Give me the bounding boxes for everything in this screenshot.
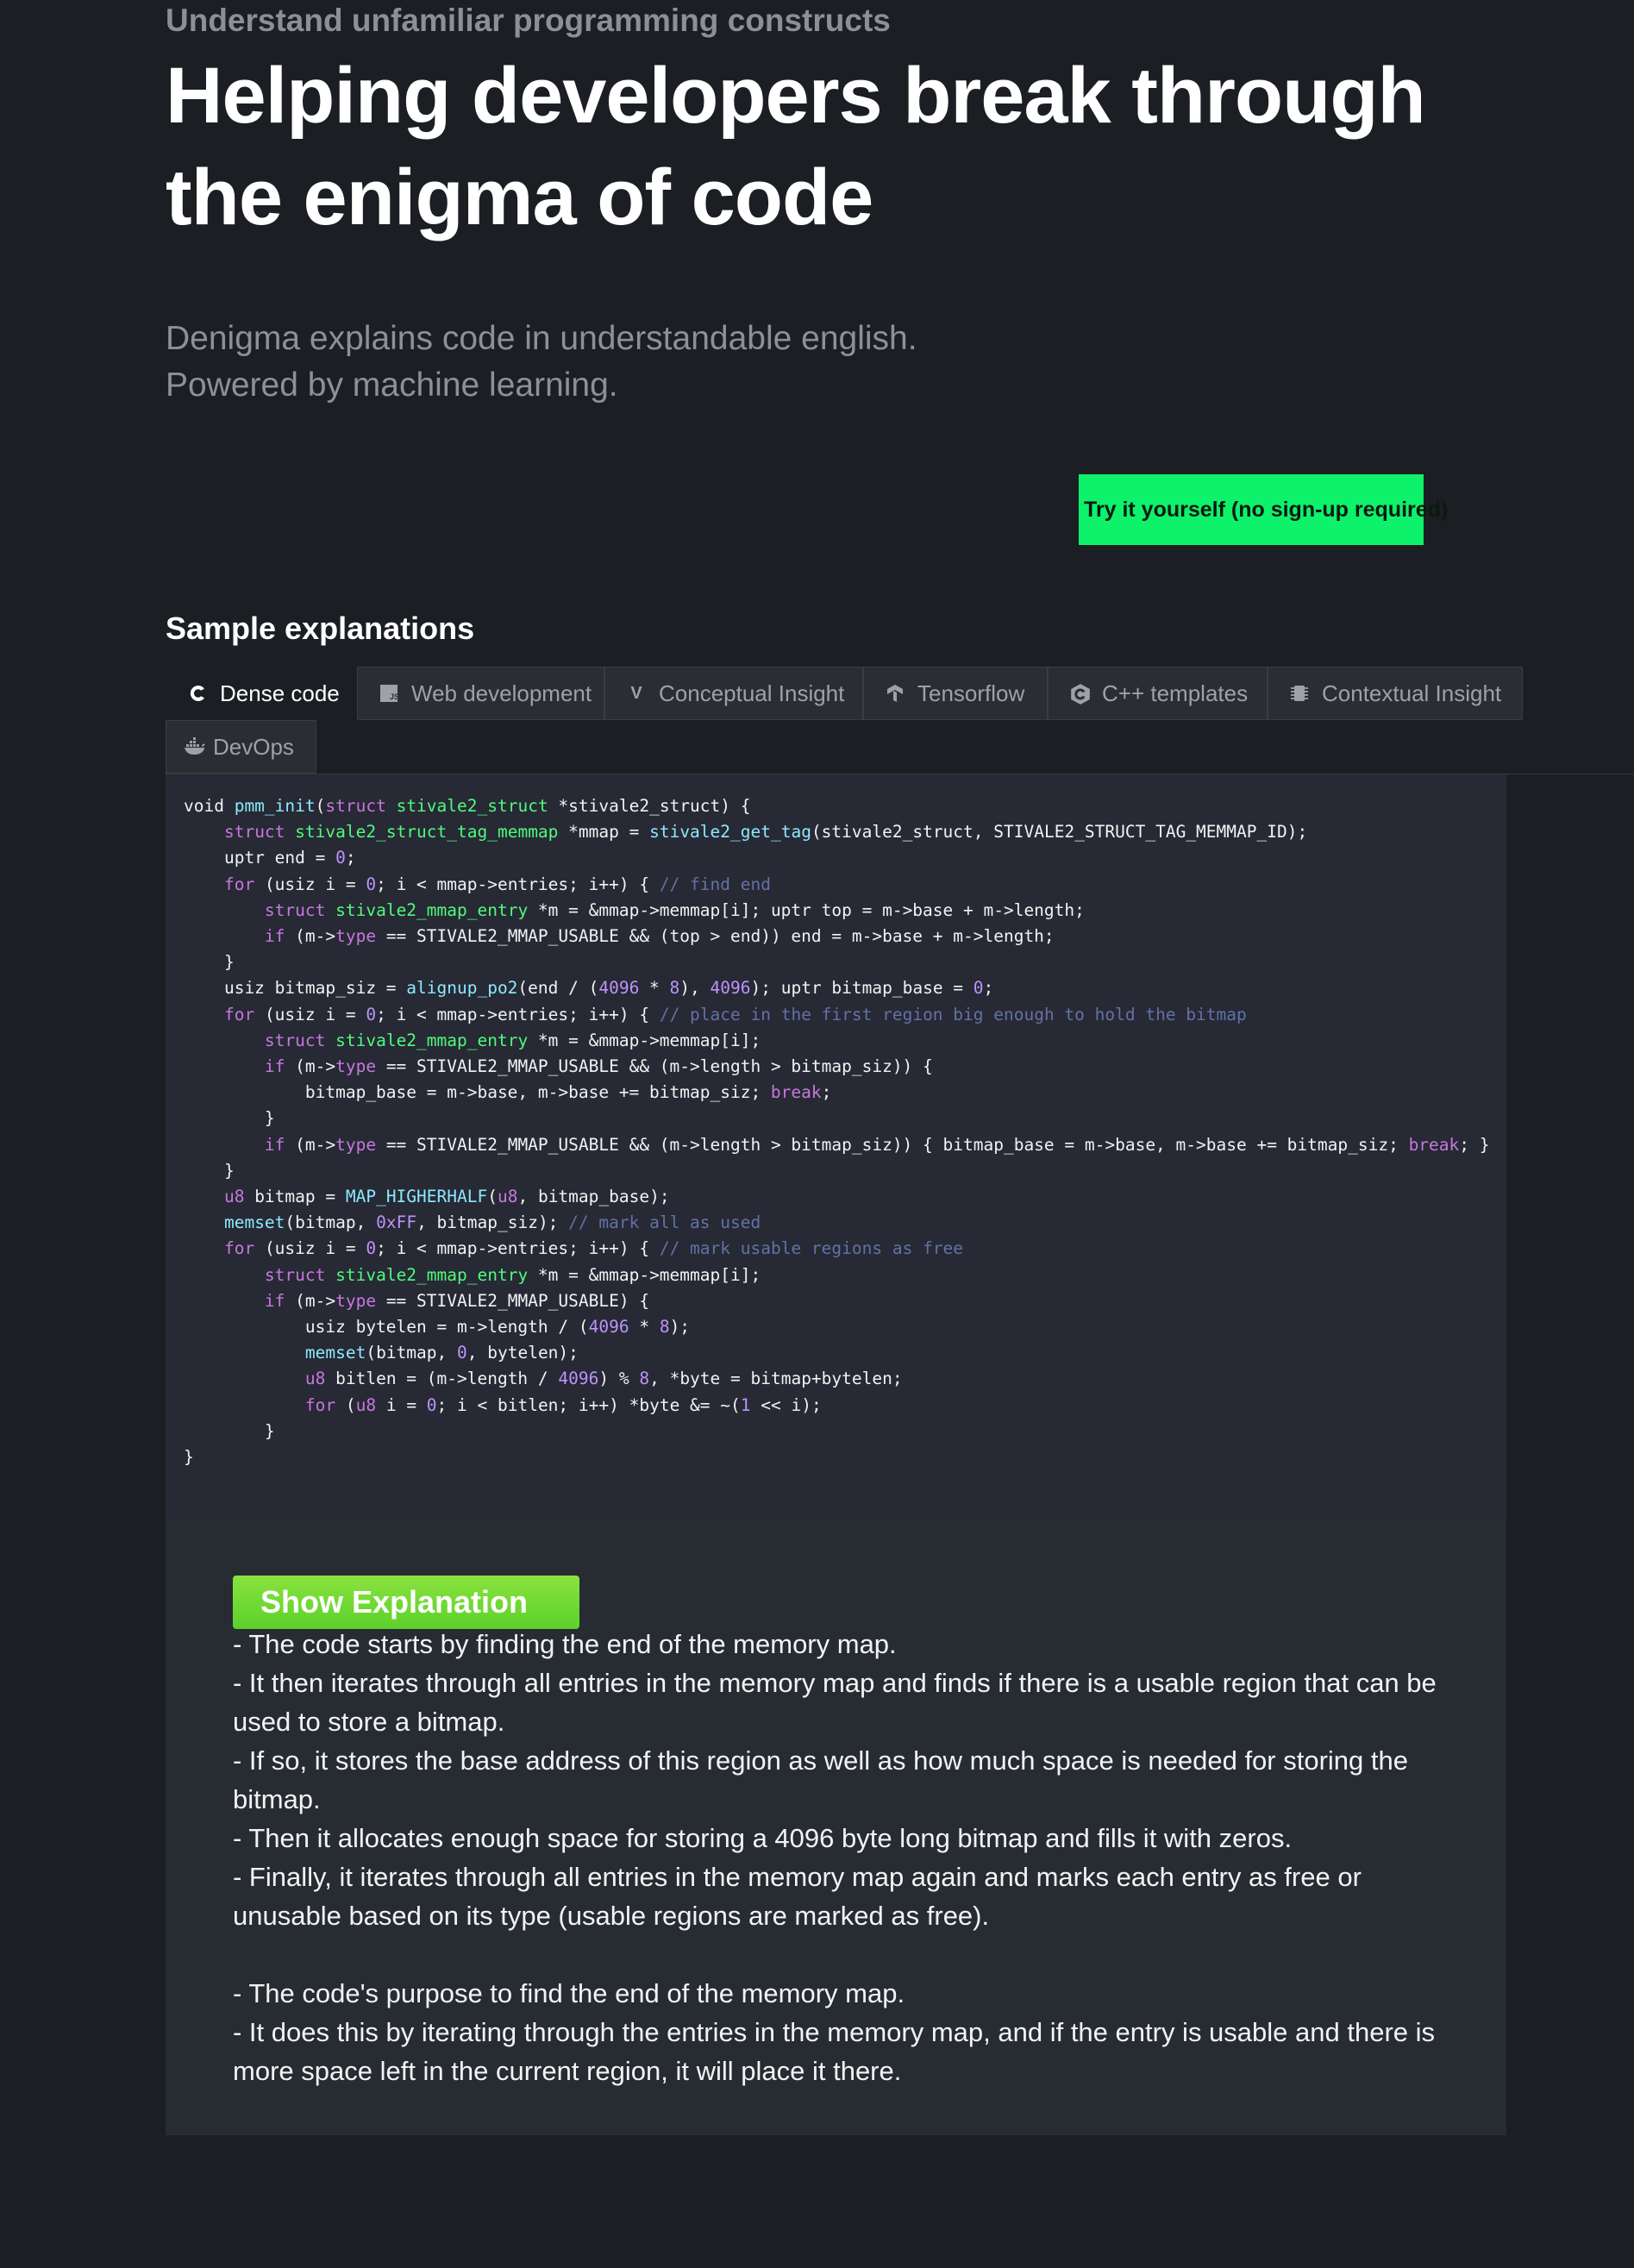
tab-devops[interactable] xyxy=(166,720,316,774)
explanation-panel xyxy=(166,1518,1506,2135)
try-it-yourself-button[interactable]: Try it yourself (no sign-up required) xyxy=(1079,474,1424,545)
cpp-icon xyxy=(1069,683,1090,704)
tab-label: Tensorflow xyxy=(917,680,1025,706)
explanation-line: - It does this by iterating through the entries in the memory map, and if the entry is usable and there is more space left in the current region, it will place it there. xyxy=(233,2017,1436,2086)
tab-label: C++ templates xyxy=(1102,680,1249,706)
tab-conceptual-insight[interactable] xyxy=(604,667,863,720)
hero-eyebrow: Understand unfamiliar programming constructs xyxy=(166,3,891,38)
tab-label: Dense code xyxy=(220,680,340,706)
tab-cpp-templates[interactable] xyxy=(1048,667,1268,720)
tab-label: DevOps xyxy=(213,733,294,760)
svg-text:JS: JS xyxy=(390,692,399,701)
hero-title xyxy=(166,45,1511,248)
docker-icon xyxy=(184,736,204,757)
chip-icon xyxy=(1289,683,1310,704)
explanation-line: - It then iterates through all entries in the memory map and finds if there is a usable region that can be used to store a bitmap. xyxy=(233,1668,1437,1737)
show-explanation-button[interactable]: Show Explanation xyxy=(233,1576,579,1629)
sample-explanations-title: Sample explanations xyxy=(166,611,475,646)
vue-icon: V xyxy=(630,684,642,703)
code-block: void pmm_init(struct stivale2_struct *stivale2_struct) { struct stivale2_struct_tag_memmap *mmap = stivale2_get_tag(stivale2_struct, STIVALE2_STRUCT_TAG_MEMMAP_ID); uptr end = 0; for (usiz i = 0; i < mmap->entries; i++) { // find end struct stivale2_mmap_entry *m = &mmap->memmap[i]; uptr top = m->base + m->length; if (m->type == STIVALE2_MMAP_USABLE && (top > end)) end = m->base + m->length; } usiz bitmap_siz = alignup_po2(end / (4096 * 8), 4096); uptr bitmap_base = 0; for (usiz i = 0; i < mmap->entries; i++) { // place in the first region big enough to hold the bitmap struct stivale2_mmap_entry *m = &mmap->memmap[i]; if (m->type == STIVALE2_MMAP_USABLE && (m->length > bitmap_siz)) { bitmap_base = m->base, m->base += bitmap_siz; break; } if (m->type == STIVALE2_MMAP_USABLE && (m->length > bitmap_siz)) { bitmap_base = m->base, m->base += bitmap_siz; break; } } u8 bitmap = MAP_HIGHERHALF(u8, bitmap_base); memset(bitmap, 0xFF, bitmap_siz); // mark all as used for (usiz i = 0; i < mmap->entries; i++) { // mark usable regions as free struct stivale2_mmap_entry *m = &mmap->memmap[i]; if (m->type == STIVALE2_MMAP_USABLE) { usiz bytelen = m->length / (4096 * 8); memset(bitmap, 0, bytelen); u8 bitlen = (m->length / 4096) % 8, *byte = bitmap+bytelen; for (u8 i = 0; i < bitlen; i++) *byte &= ~(1 << i); } } xyxy=(184,796,1490,1468)
c-language-icon xyxy=(187,683,208,704)
explanation-line: - The code starts by finding the end of the memory map. xyxy=(233,1629,897,1659)
explanation-line: - If so, it stores the base address of this region as well as how much space is needed for storing the bitmap. xyxy=(233,1745,1408,1814)
tab-label: Web development xyxy=(411,680,592,706)
tensorflow-icon xyxy=(885,683,905,704)
hero-title-line-1: Helping developers break through xyxy=(166,52,1425,140)
hero-title-line-2: the enigma of code xyxy=(166,153,873,241)
sample-tabs xyxy=(166,667,1634,774)
hero-subtitle-line-2: Powered by machine learning. xyxy=(166,367,618,404)
code-sample-panel xyxy=(166,774,1506,1518)
hero-subtitle xyxy=(166,316,917,409)
tab-label: Contextual Insight xyxy=(1322,680,1502,706)
tab-contextual-insight[interactable] xyxy=(1268,667,1523,720)
tab-label: Conceptual Insight xyxy=(659,680,845,706)
tab-tensorflow[interactable] xyxy=(863,667,1048,720)
hero-subtitle-line-1: Denigma explains code in understandable english. xyxy=(166,320,917,357)
tab-dense-code[interactable] xyxy=(166,667,357,720)
explanation-line: - Finally, it iterates through all entries in the memory map again and marks each entry as free or unusable based on its type (usable regions are marked as free). xyxy=(233,1862,1362,1931)
tab-web-development[interactable] xyxy=(357,667,604,720)
paragraph-gap xyxy=(233,1935,1440,1974)
explanation-text xyxy=(233,1625,1440,2090)
explanation-line: - The code's purpose to find the end of the memory map. xyxy=(233,1978,905,2008)
explanation-line: - Then it allocates enough space for storing a 4096 byte long bitmap and fills it with zeros. xyxy=(233,1823,1293,1853)
javascript-icon xyxy=(379,683,399,704)
